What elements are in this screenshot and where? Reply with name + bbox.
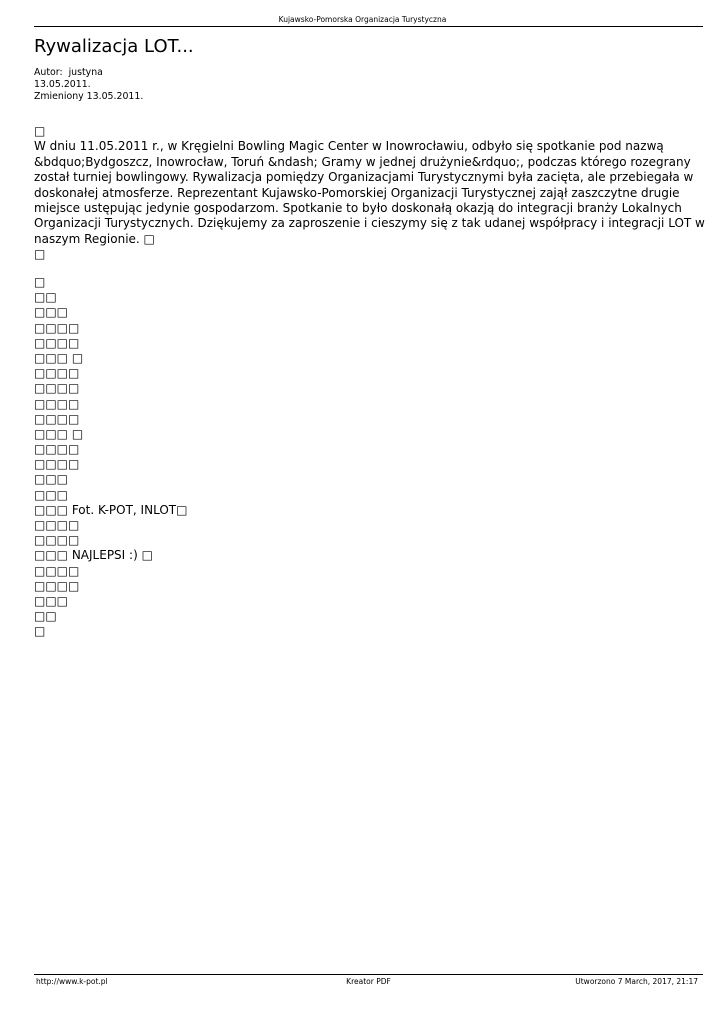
gallery-line: □□□ <box>34 472 69 487</box>
gallery-line: □□□□ <box>34 457 80 472</box>
caption-line: □□□ NAJLEPSI :) □ <box>34 548 153 563</box>
gallery-line: □□□□ <box>34 320 80 335</box>
article-body <box>34 124 706 263</box>
gallery-line: □ <box>34 624 46 639</box>
gallery-line: □□□□ <box>34 411 80 426</box>
footer-generator: Kreator PDF <box>346 977 391 986</box>
author-line: Autor: justyna <box>34 67 103 78</box>
gallery-line: □□□ □ <box>34 350 84 365</box>
footer-url-link[interactable]: http://www.k-pot.pl <box>36 977 108 986</box>
gallery-line: □□□ <box>34 593 69 608</box>
gallery-line: □□□□ <box>34 396 80 411</box>
article-meta <box>34 67 143 103</box>
gallery-line: □□ <box>34 290 57 305</box>
modified-date: Zmieniony 13.05.2011. <box>34 91 144 102</box>
gallery-line: □□□□ <box>34 381 80 396</box>
photo-credit-line: □□□ Fot. K-POT, INLOT□ <box>34 502 188 517</box>
page-header-title: Kujawsko-Pomorska Organizacja Turystyczna <box>278 15 447 24</box>
gallery-line: □□□ <box>34 305 69 320</box>
image-placeholder-list <box>34 275 187 640</box>
trailing-glyph: □ <box>34 247 46 262</box>
created-date: 13.05.2011. <box>34 79 91 90</box>
footer-created-timestamp: Utworzono 7 March, 2017, 21:17 <box>575 977 698 986</box>
gallery-line: □□□□ <box>34 578 80 593</box>
gallery-line: □□□□ <box>34 563 80 578</box>
lead-glyph: □ <box>34 124 46 138</box>
article-title: Rywalizacja LOT... <box>34 36 194 57</box>
gallery-line: □□ <box>34 609 57 624</box>
article-paragraph: W dniu 11.05.2011 r., w Kręgielni Bowling Magic Center w Inowrocławiu, odbyło się spotkanie pod nazwą &bdquo;Bydgoszcz, Inowrocław, Toruń &ndash; Gramy w jednej drużynie&rdquo;, podczas którego rozegrany został turniej bowlingowy. Rywalizacja pomiędzy Organizacjami Turystycznymi była zacięta, ale przebiegała w doskonałej atmosferze. Reprezentant Kujawsko-Pomorskiej Organizacji Turystycznej zajął zaszczytne drugie miejsce ustępując jedynie gospodarzom. Spotkanie to było doskonałą okazją do integracji branży Lokalnych Organizacji Turystycznych. Dziękujemy za zaproszenie i cieszymy się z tak udanej współpracy i integracji LOT w naszym Regionie. □ <box>34 139 705 246</box>
gallery-line: □□□□ <box>34 366 80 381</box>
gallery-line: □□□□ <box>34 442 80 457</box>
header-divider <box>34 26 703 27</box>
footer-divider <box>34 974 703 975</box>
gallery-line: □□□□ <box>34 518 80 532</box>
gallery-line: □□□ <box>34 487 69 502</box>
gallery-line: □□□□ <box>34 533 80 548</box>
gallery-line: □ <box>34 275 46 289</box>
gallery-line: □□□□ <box>34 335 80 350</box>
gallery-line: □□□ □ <box>34 426 84 441</box>
